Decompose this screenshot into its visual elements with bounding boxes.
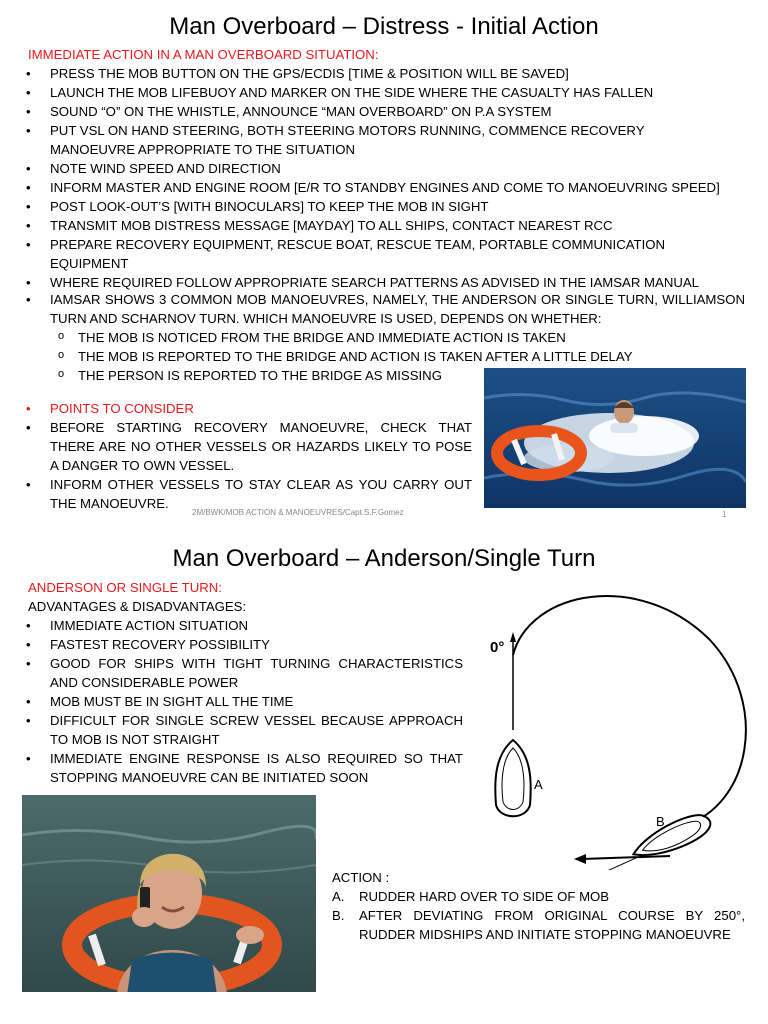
- list-item: • BEFORE STARTING RECOVERY MANOEUVRE, CHECK THAT THERE ARE NO OTHER VESSELS OR HAZARDS LIKELY TO POSE A DANGER TO OWN VESSEL.: [22, 418, 472, 475]
- points-heading-list: [22, 399, 472, 418]
- anderson-turn-diagram: [470, 580, 760, 870]
- swimmer-lifebuoy-photo: [484, 368, 746, 508]
- list-item: • TRANSMIT MOB DISTRESS MESSAGE [MAYDAY] TO ALL SHIPS, CONTACT NEAREST RCC: [22, 216, 727, 235]
- list-item: • DIFFICULT FOR SINGLE SCREW VESSEL BECAUSE APPROACH TO MOB IS NOT STRAIGHT: [22, 711, 463, 749]
- list-item: o THE MOB IS REPORTED TO THE BRIDGE AND ACTION IS TAKEN AFTER A LITTLE DELAY: [22, 347, 745, 366]
- list-item: o THE PERSON IS REPORTED TO THE BRIDGE AS MISSING: [22, 366, 745, 385]
- list-item: • POST LOOK-OUT’S [WITH BINOCULARS] TO KEEP THE MOB IN SIGHT: [22, 197, 727, 216]
- swimmer-phone-image: [22, 795, 316, 992]
- list-item: • FASTEST RECOVERY POSSIBILITY: [22, 635, 463, 654]
- ship-a-icon: [495, 740, 530, 816]
- swimmer-lifebuoy-image: [484, 368, 746, 508]
- turn-path: [513, 596, 746, 825]
- list-item: o THE MOB IS NOTICED FROM THE BRIDGE AND IMMEDIATE ACTION IS TAKEN: [22, 328, 745, 347]
- action-letter: B.: [332, 908, 345, 923]
- slide-2-title: Man Overboard – Anderson/Single Turn: [172, 545, 596, 572]
- list-item: • PREPARE RECOVERY EQUIPMENT, RESCUE BOAT, RESCUE TEAM, PORTABLE COMMUNICATION EQUIPMENT: [22, 235, 727, 273]
- list-item: • INFORM MASTER AND ENGINE ROOM [E/R TO STANDBY ENGINES AND COME TO MANOEUVRING SPEED]: [22, 178, 727, 197]
- list-item: • IMMEDIATE ENGINE RESPONSE IS ALSO REQUIRED SO THAT STOPPING MANOEUVRE CAN BE INITIATED SOON: [22, 749, 463, 787]
- points-to-consider-heading: • POINTS TO CONSIDER: [22, 399, 472, 418]
- arrow-250-icon: [574, 854, 586, 864]
- action-letter: A.: [332, 889, 345, 904]
- slide-1-page-number: 1: [722, 510, 727, 519]
- list-item: • LAUNCH THE MOB LIFEBUOY AND MARKER ON THE SIDE WHERE THE CASUALTY HAS FALLEN: [22, 83, 727, 102]
- action-list: [332, 887, 745, 944]
- action-heading: ACTION :: [332, 870, 390, 885]
- swimmer-phone-photo: [22, 795, 316, 992]
- action-text: AFTER DEVIATING FROM ORIGINAL COURSE BY 250°, RUDDER MIDSHIPS AND INITIATE STOPPING MANOEUVRE: [359, 908, 745, 942]
- new-course-line: [582, 856, 670, 859]
- action-text: RUDDER HARD OVER TO SIDE OF MOB: [359, 889, 610, 904]
- list-item: • IMMEDIATE ACTION SITUATION: [22, 616, 463, 635]
- iamsar-list: [22, 290, 745, 328]
- action-item: [332, 887, 745, 906]
- list-item: • NOTE WIND SPEED AND DIRECTION: [22, 159, 727, 178]
- list-item: • INFORM OTHER VESSELS TO STAY CLEAR AS YOU CARRY OUT THE MANOEUVRE.: [22, 475, 472, 513]
- slide-1-title: Man Overboard – Distress - Initial Action: [169, 13, 599, 40]
- label-b: B: [656, 814, 665, 829]
- list-item: • WHERE REQUIRED FOLLOW APPROPRIATE SEARCH PATTERNS AS ADVISED IN THE IAMSAR MANUAL: [22, 273, 727, 292]
- iamsar-paragraph: • IAMSAR SHOWS 3 COMMON MOB MANOEUVRES, NAMELY, THE ANDERSON OR SINGLE TURN, WILLIAMSON TURN AND SCHARNOV TURN. WHICH MANOEUVRE IS USED, DEPENDS ON WHETHER:: [22, 290, 745, 328]
- slide-1-footer: 2M/BWK/MOB ACTION & MANOEUVRES/Capt.S.F.Gomez: [192, 508, 404, 517]
- list-item: • PRESS THE MOB BUTTON ON THE GPS/ECDIS [TIME & POSITION WILL BE SAVED]: [22, 64, 727, 83]
- action-item: [332, 906, 745, 944]
- points-list: [22, 418, 472, 513]
- immediate-action-heading: IMMEDIATE ACTION IN A MAN OVERBOARD SITUATION:: [28, 47, 379, 62]
- list-item: • PUT VSL ON HAND STEERING, BOTH STEERING MOTORS RUNNING, COMMENCE RECOVERY MANOEUVRE APPROPRIATE TO THE SITUATION: [22, 121, 727, 159]
- list-item: • SOUND “O” ON THE WHISTLE, ANNOUNCE “MAN OVERBOARD” ON P.A SYSTEM: [22, 102, 727, 121]
- list-item: • GOOD FOR SHIPS WITH TIGHT TURNING CHARACTERISTICS AND CONSIDERABLE POWER: [22, 654, 463, 692]
- label-a: A: [534, 777, 543, 792]
- label-0-degrees: 0°: [490, 639, 505, 656]
- arrow-0-icon: [510, 632, 516, 642]
- slide-2: [0, 540, 768, 1024]
- anderson-list: [22, 616, 463, 787]
- list-item: • MOB MUST BE IN SIGHT ALL THE TIME: [22, 692, 463, 711]
- advantages-heading: ADVANTAGES & DISADVANTAGES:: [28, 599, 247, 614]
- immediate-action-list: [22, 64, 727, 292]
- anderson-heading: ANDERSON OR SINGLE TURN:: [28, 580, 222, 595]
